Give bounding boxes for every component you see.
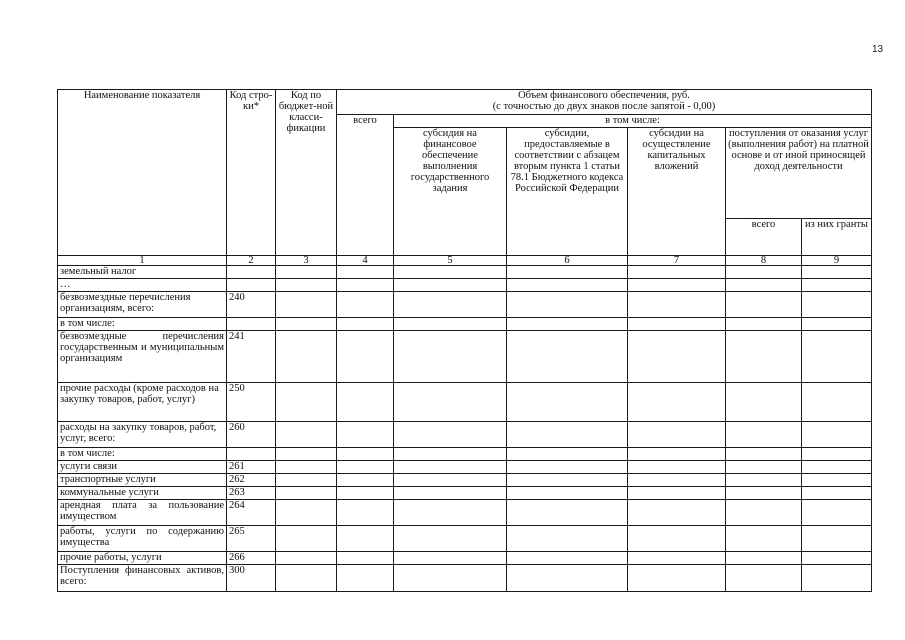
table-row (58, 292, 872, 318)
row-name: в том числе: (58, 447, 227, 460)
row-code (227, 266, 276, 279)
table-row (58, 447, 872, 460)
column-number: 8 (726, 255, 802, 266)
page-number: 13 (872, 44, 884, 55)
row-name: Поступления финансовых активов, всего: (58, 564, 227, 591)
row-code: 300 (227, 564, 276, 591)
row-name: безвозмездные перечисления организациям, всего: (58, 292, 227, 318)
table-row (58, 279, 872, 292)
table-row (58, 473, 872, 486)
row-name: безвозмездные перечисления государственным и муниципальным организациям (58, 331, 227, 383)
row-code: 241 (227, 331, 276, 383)
header-income: поступления от оказания услуг (выполнения работ) на платной основе и от иной приносящей доход деятельности (726, 127, 872, 218)
row-name: расходы на закупку товаров, работ, услуг, всего: (58, 422, 227, 448)
header-subsidy-78: субсидии, предоставляемые в соответствии с абзацем вторым пункта 1 статьи 78.1 Бюджетного кодекса Российской Федерации (507, 127, 628, 255)
row-code: 261 (227, 460, 276, 473)
column-number: 2 (227, 255, 276, 266)
row-name: коммунальные услуги (58, 486, 227, 499)
column-number: 6 (507, 255, 628, 266)
table-row (58, 383, 872, 422)
row-code: 263 (227, 486, 276, 499)
row-name: транспортные услуги (58, 473, 227, 486)
header-income-grants: из них гранты (802, 218, 872, 255)
table-row (58, 499, 872, 525)
header-volume (337, 90, 872, 115)
header-volume-title: Объем финансового обеспечения, руб. (518, 90, 690, 101)
header-name: Наименование показателя (58, 90, 227, 256)
column-number: 4 (337, 255, 394, 266)
column-number: 1 (58, 255, 227, 266)
row-name: прочие работы, услуги (58, 551, 227, 564)
column-number: 3 (276, 255, 337, 266)
row-code: 240 (227, 292, 276, 318)
row-code: 264 (227, 499, 276, 525)
table-row (58, 266, 872, 279)
table-row (58, 551, 872, 564)
column-number: 9 (802, 255, 872, 266)
row-code (227, 318, 276, 331)
row-code: 260 (227, 422, 276, 448)
table-row (58, 422, 872, 448)
header-budget-code: Код по бюджет-ной класси-фикации (276, 90, 337, 256)
row-name: прочие расходы (кроме расходов на закупку товаров, работ, услуг) (58, 383, 227, 422)
row-code: 262 (227, 473, 276, 486)
row-name: услуги связи (58, 460, 227, 473)
column-number: 5 (394, 255, 507, 266)
row-code (227, 279, 276, 292)
row-code: 250 (227, 383, 276, 422)
table-row (58, 318, 872, 331)
table-row (58, 525, 872, 551)
header-volume-precision: (с точностью до двух знаков после запятой - 0,00) (492, 101, 716, 112)
header-subsidy-capital: субсидии на осуществление капитальных вложений (628, 127, 726, 255)
row-code: 265 (227, 525, 276, 551)
row-name: земельный налог (58, 266, 227, 279)
table-row (58, 460, 872, 473)
financial-support-table (57, 89, 872, 592)
header-income-total: всего (726, 218, 802, 255)
header-total: всего (337, 114, 394, 255)
row-code: 266 (227, 551, 276, 564)
row-name: … (58, 279, 227, 292)
row-name: арендная плата за пользование имуществом (58, 499, 227, 525)
table-row (58, 331, 872, 383)
column-number: 7 (628, 255, 726, 266)
table-row (58, 564, 872, 591)
row-code (227, 447, 276, 460)
row-name: работы, услуги по содержанию имущества (58, 525, 227, 551)
header-subsidy-task: субсидия на финансовое обеспечение выполнения государственного задания (394, 127, 507, 255)
table-row (58, 486, 872, 499)
header-code: Код стро-ки* (227, 90, 276, 256)
row-name: в том числе: (58, 318, 227, 331)
header-including: в том числе: (394, 114, 872, 127)
